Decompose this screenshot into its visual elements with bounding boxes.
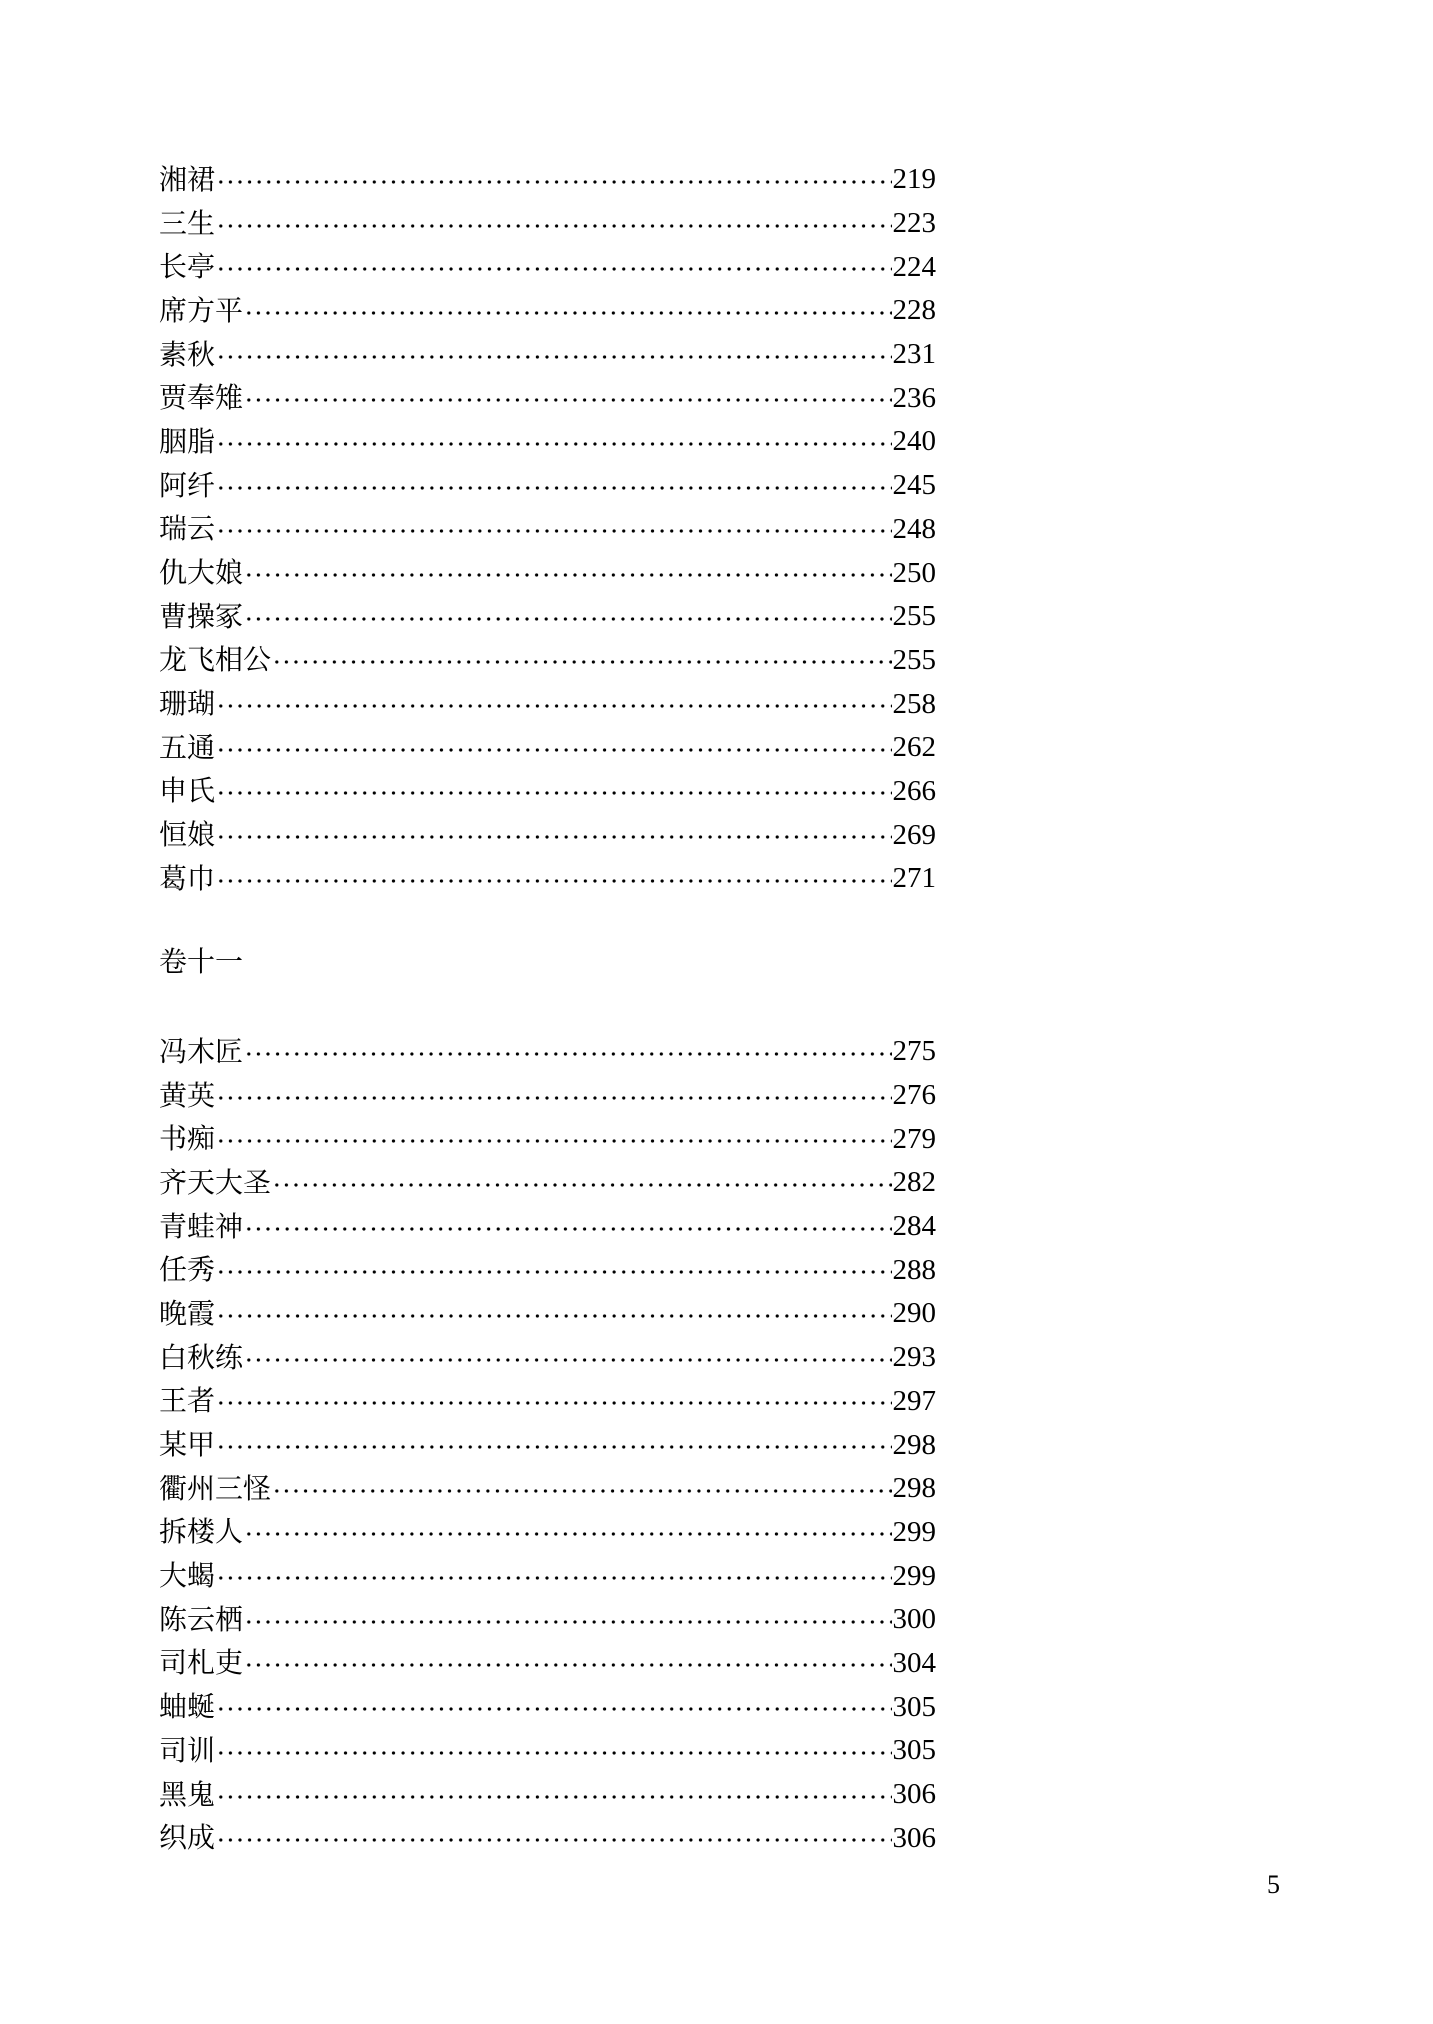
toc-entry [159, 770, 936, 814]
dot-leader [244, 617, 891, 621]
toc-entry [159, 1248, 936, 1292]
toc-entry [159, 245, 936, 289]
toc-list-section-eleven [159, 1030, 936, 1860]
toc-entry-page: 297 [892, 1384, 936, 1417]
toc-entry-page: 271 [892, 862, 936, 895]
toc-entry [159, 1685, 936, 1729]
toc-entry-title: 衢州三怪 [159, 1471, 272, 1505]
dot-leader [216, 355, 891, 359]
toc-entry-page: 276 [892, 1079, 936, 1112]
dot-leader [216, 704, 891, 708]
toc-entry-title: 大蝎 [159, 1559, 216, 1593]
dot-leader [272, 1183, 891, 1187]
dot-leader [244, 1052, 891, 1056]
dot-leader [244, 1620, 891, 1624]
toc-entry-title: 贾奉雉 [159, 381, 244, 415]
toc-entry [159, 551, 936, 595]
toc-entry [159, 420, 936, 464]
toc-entry-title: 晚霞 [159, 1296, 216, 1330]
toc-entry [159, 813, 936, 857]
toc-entry [159, 289, 936, 333]
dot-leader [216, 1139, 891, 1143]
toc-entry [159, 1511, 936, 1555]
toc-entry [159, 1816, 936, 1860]
dot-leader [216, 1751, 891, 1755]
toc-entry [159, 1030, 936, 1074]
toc-entry-title: 长亭 [159, 250, 216, 284]
toc-entry [159, 1729, 936, 1773]
dot-leader [216, 1838, 891, 1842]
toc-entry-page: 305 [892, 1734, 936, 1767]
toc-entry-page: 262 [892, 731, 936, 764]
toc-entry [159, 1205, 936, 1249]
toc-entry-title: 拆楼人 [159, 1515, 244, 1549]
toc-entry [159, 202, 936, 246]
toc-entry-page: 219 [892, 163, 936, 196]
toc-entry-page: 288 [892, 1253, 936, 1286]
dot-leader [216, 791, 891, 795]
dot-leader [272, 1489, 891, 1493]
toc-entry-page: 282 [892, 1166, 936, 1199]
toc-entry-title: 任秀 [159, 1253, 216, 1287]
toc-entry-title: 湘裙 [159, 162, 216, 196]
toc-entry-title: 某甲 [159, 1428, 216, 1462]
toc-entry-title: 仇大娘 [159, 556, 244, 590]
dot-leader [216, 224, 891, 228]
toc-entry-title: 瑞云 [159, 512, 216, 546]
toc-entry-title: 申氏 [159, 774, 216, 808]
toc-entry-title: 龙飞相公 [159, 643, 272, 677]
toc-entry [159, 682, 936, 726]
toc-entry [159, 1423, 936, 1467]
toc-entry-title: 葛巾 [159, 861, 216, 895]
toc-entry-page: 245 [892, 469, 936, 502]
dot-leader [216, 1445, 891, 1449]
toc-entry-title: 王者 [159, 1384, 216, 1418]
dot-leader [216, 1270, 891, 1274]
toc-entry-page: 224 [892, 250, 936, 283]
toc-entry-page: 304 [892, 1646, 936, 1679]
toc-entry-page: 255 [892, 643, 936, 676]
toc-entry-page: 250 [892, 556, 936, 589]
toc-entry-title: 冯木匠 [159, 1034, 244, 1068]
toc-entry [159, 1074, 936, 1118]
dot-leader [216, 879, 891, 883]
toc-entry-title: 素秋 [159, 337, 216, 371]
dot-leader [216, 1096, 891, 1100]
toc-entry [159, 1773, 936, 1817]
toc-entry [159, 1380, 936, 1424]
toc-entry-title: 五通 [159, 730, 216, 764]
dot-leader [244, 398, 891, 402]
toc-entry-page: 306 [892, 1778, 936, 1811]
dot-leader [216, 267, 891, 271]
toc-entry-title: 黄英 [159, 1078, 216, 1112]
page-number: 5 [1267, 1870, 1280, 1899]
toc-entry [159, 1336, 936, 1380]
toc-entry-page: 266 [892, 774, 936, 807]
toc-entry-page: 240 [892, 425, 936, 458]
dot-leader [216, 1401, 891, 1405]
toc-entry-page: 279 [892, 1122, 936, 1155]
toc-entry [159, 508, 936, 552]
toc-entry-page: 284 [892, 1210, 936, 1243]
toc-entry [159, 1642, 936, 1686]
toc-entry-page: 269 [892, 818, 936, 851]
toc-entry [159, 1554, 936, 1598]
toc-entry-title: 白秋练 [159, 1340, 244, 1374]
toc-entry-page: 290 [892, 1297, 936, 1330]
toc-entry-page: 306 [892, 1821, 936, 1854]
toc-entry-page: 293 [892, 1341, 936, 1374]
toc-entry-page: 275 [892, 1035, 936, 1068]
toc-entry [159, 595, 936, 639]
toc-entry-title: 齐天大圣 [159, 1165, 272, 1199]
dot-leader [216, 1795, 891, 1799]
toc-entry-title: 胭脂 [159, 424, 216, 458]
toc-entry-title: 席方平 [159, 293, 244, 327]
toc-entry [159, 1598, 936, 1642]
toc-entry [159, 1161, 936, 1205]
toc-entry-page: 300 [892, 1603, 936, 1636]
dot-leader [216, 1707, 891, 1711]
toc-entry [159, 376, 936, 420]
dot-leader [216, 529, 891, 533]
dot-leader [272, 660, 891, 664]
dot-leader [216, 835, 891, 839]
toc-entry-title: 司札吏 [159, 1646, 244, 1680]
dot-leader [216, 1314, 891, 1318]
toc-entry-page: 258 [892, 687, 936, 720]
toc-entry-page: 223 [892, 207, 936, 240]
toc-entry-title: 三生 [159, 206, 216, 240]
toc-entry [159, 857, 936, 901]
toc-entry-page: 298 [892, 1472, 936, 1505]
toc-entry-page: 299 [892, 1559, 936, 1592]
toc-list-before-section [159, 158, 936, 901]
toc-entry [159, 464, 936, 508]
toc-entry-title: 书痴 [159, 1122, 216, 1156]
toc-entry-page: 231 [892, 338, 936, 371]
toc-entry-page: 248 [892, 512, 936, 545]
toc-entry [159, 1467, 936, 1511]
toc-entry-title: 阿纤 [159, 468, 216, 502]
toc-entry-page: 228 [892, 294, 936, 327]
dot-leader [216, 442, 891, 446]
toc-entry-page: 255 [892, 600, 936, 633]
toc-entry [159, 1292, 936, 1336]
dot-leader [244, 1358, 891, 1362]
toc-entry-page: 299 [892, 1515, 936, 1548]
toc-entry-title: 蚰蜒 [159, 1690, 216, 1724]
toc-entry [159, 726, 936, 770]
toc-entry-title: 陈云栖 [159, 1602, 244, 1636]
section-heading: 卷十一 [159, 945, 244, 978]
dot-leader [244, 1532, 891, 1536]
toc-entry-title: 珊瑚 [159, 687, 216, 721]
toc-entry-title: 恒娘 [159, 818, 216, 852]
dot-leader [216, 1576, 891, 1580]
dot-leader [244, 1663, 891, 1667]
dot-leader [244, 1227, 891, 1231]
toc-entry-page: 236 [892, 381, 936, 414]
toc-entry-page: 298 [892, 1428, 936, 1461]
dot-leader [216, 180, 891, 184]
toc-entry-title: 司训 [159, 1733, 216, 1767]
dot-leader [244, 573, 891, 577]
toc-entry-page: 305 [892, 1690, 936, 1723]
toc-entry-title: 黑鬼 [159, 1777, 216, 1811]
dot-leader [244, 311, 891, 315]
dot-leader [216, 748, 891, 752]
toc-entry-title: 织成 [159, 1821, 216, 1855]
toc-entry [159, 333, 936, 377]
toc-entry-title: 青蛙神 [159, 1209, 244, 1243]
toc-entry [159, 1117, 936, 1161]
toc-entry [159, 639, 936, 683]
toc-entry-title: 曹操冢 [159, 599, 244, 633]
toc-entry [159, 158, 936, 202]
dot-leader [216, 486, 891, 490]
